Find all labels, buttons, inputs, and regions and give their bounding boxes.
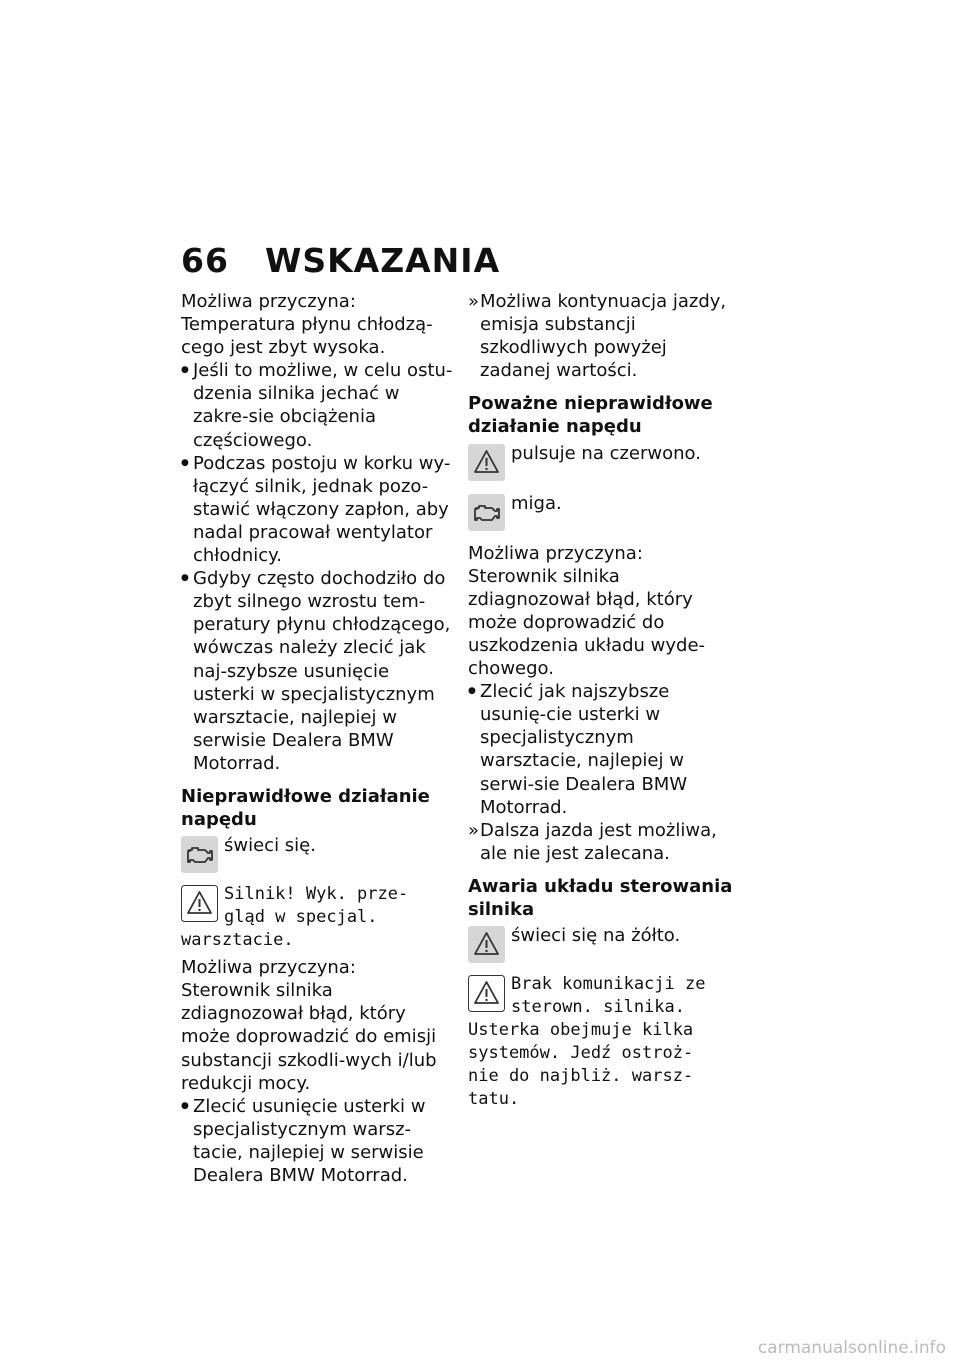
bullet-item: ● Jeśli to możliwe, w celu ostu-dzenia silnika jechać w zakre-sie obciążenia częściowego. — [181, 359, 453, 451]
warning-triangle-icon — [468, 926, 505, 963]
bullet-item: ● Gdyby często dochodziło do zbyt silnego wzrostu tem-peratury płynu chłodzącego, wówczas należy zlecić jak naj-szybsze usunięcie usterki w specjalistycznym warsztacie, najlepiej w serwisie Dealera BMW Motorrad. — [181, 567, 453, 775]
engine-check-icon — [468, 494, 505, 531]
display-line: gląd w specjal. — [224, 907, 378, 928]
indicator-text: pulsuje na czerwono. — [511, 442, 701, 464]
display-line: Brak komunikacji ze — [511, 974, 706, 995]
engine-check-icon — [181, 836, 218, 873]
indicator-row — [468, 442, 740, 481]
display-line: systemów. Jedź ostroż- — [468, 1043, 694, 1064]
warning-triangle-icon — [468, 444, 505, 481]
cause-label: Możliwa przyczyna: — [181, 291, 356, 312]
cause-text: Temperatura płynu chłodzą-cego jest zbyt wysoka. — [181, 314, 433, 359]
cause-text: Sterownik silnika zdiagnozował błąd, który może doprowadzić do uszkodzenia układu wyde-chowego. — [468, 565, 706, 680]
page-number: 66 — [181, 240, 229, 280]
display-message — [468, 973, 740, 1111]
indicator-row — [468, 924, 740, 963]
warning-triangle-icon — [181, 885, 218, 922]
cause-text: Sterownik silnika zdiagnozował błąd, który może doprowadzić do emisji substancji szkodli-wych i/lub redukcji mocy. — [181, 980, 437, 1094]
section-heading: Awaria układu sterowania silnika — [468, 875, 733, 920]
display-line: Silnik! Wyk. prze- — [224, 884, 409, 905]
result-item: » Dalsza jazda jest możliwa, ale nie jest zalecana. — [468, 819, 740, 865]
result-item: » Możliwa kontynuacja jazdy, emisja substancji szkodliwych powyżej zadanej wartości. — [468, 290, 740, 382]
bullet-item: ● Zlecić usunięcie usterki w specjalistycznym warsz-tacie, najlepiej w serwisie Dealera BMW Motorrad. — [181, 1095, 453, 1187]
indicator-row — [181, 834, 453, 873]
warning-triangle-icon — [468, 975, 505, 1012]
indicator-row — [468, 492, 740, 531]
cause-label: Możliwa przyczyna: — [468, 542, 643, 564]
display-line: nie do najbliż. warsz- — [468, 1066, 694, 1087]
watermark: carmanualsonline.info — [757, 1338, 946, 1358]
page-header — [181, 238, 500, 282]
display-message — [181, 883, 453, 952]
indicator-text: świeci się na żółto. — [511, 925, 681, 947]
display-line: tatu. — [468, 1089, 520, 1110]
section-heading: Poważne nieprawidłowe działanie napędu — [468, 393, 713, 438]
indicator-text: świeci się. — [224, 835, 316, 857]
bullet-item: ● Podczas postoju w korku wy-łączyć silnik, jednak pozo-stawić włączony zapłon, aby nadal pracował wentylator chłodnicy. — [181, 452, 453, 567]
chapter-title: WSKAZANIA — [264, 240, 501, 280]
display-line: warsztacie. — [181, 930, 294, 951]
display-line: sterown. silnika. — [511, 997, 685, 1018]
section-heading: Nieprawidłowe działanie napędu — [181, 785, 430, 831]
indicator-text: miga. — [511, 492, 562, 514]
bullet-item: ● Zlecić jak najszybsze usunię-cie usterki w specjalistycznym warsztacie, najlepiej w serwi-sie Dealera BMW Motorrad. — [468, 680, 740, 819]
cause-label: Możliwa przyczyna: — [181, 957, 356, 979]
display-line: Usterka obejmuje kilka — [468, 1020, 694, 1041]
left-column — [181, 290, 453, 1187]
right-column — [468, 290, 740, 1111]
